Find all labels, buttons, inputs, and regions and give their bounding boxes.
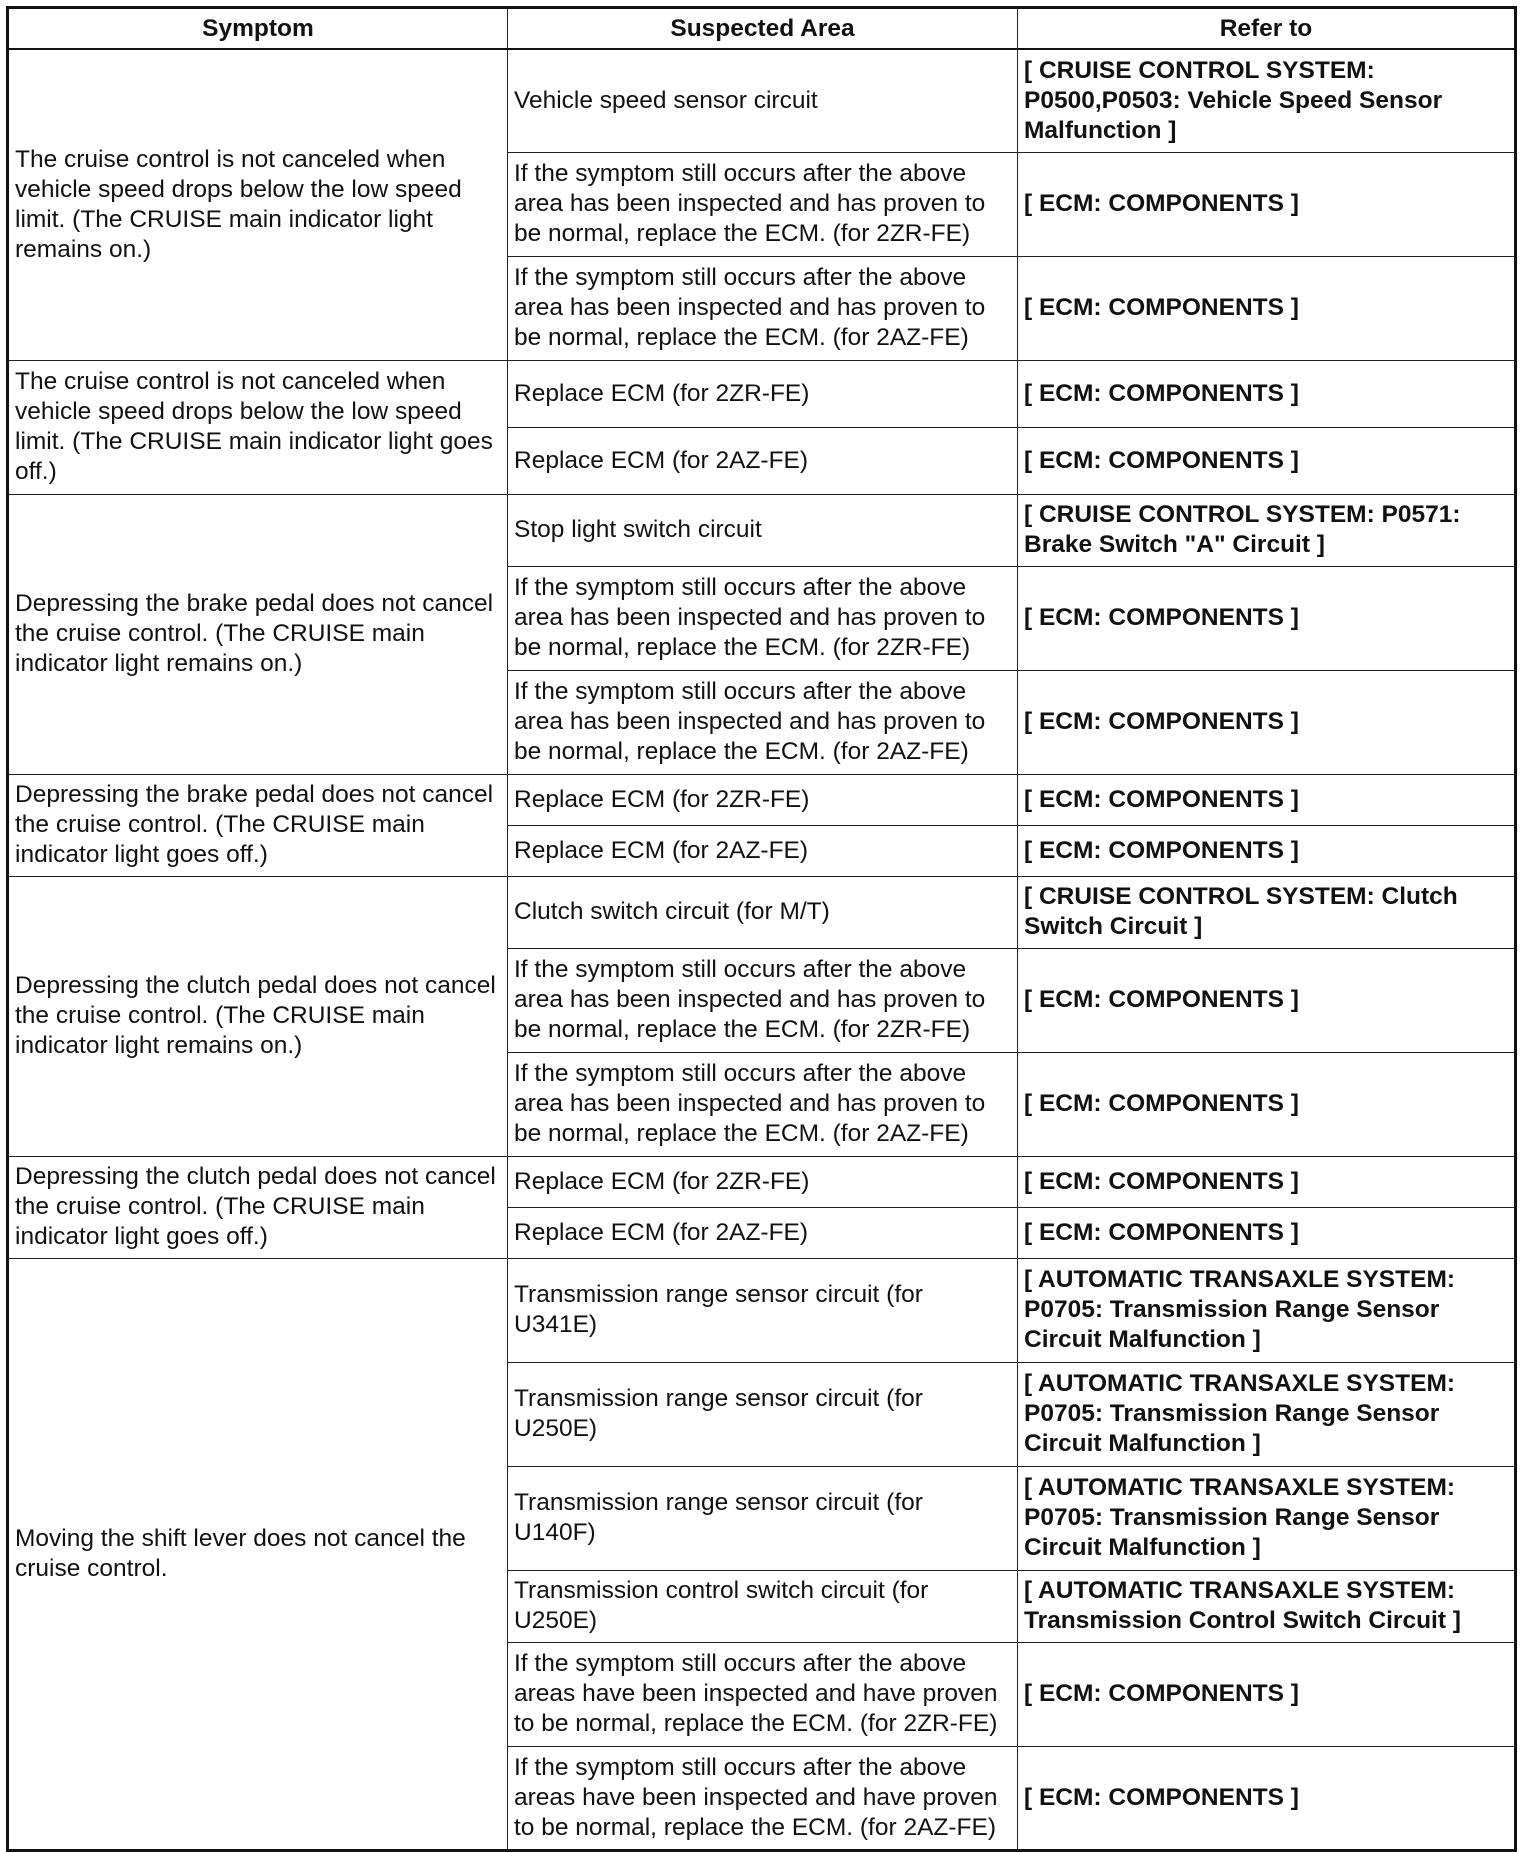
symptom-cell: Depressing the clutch pedal does not cancel the cruise control. (The CRUISE main indicator light goes off.) [8, 1156, 508, 1258]
refer-to-link[interactable]: [ ECM: COMPONENTS ] [1018, 825, 1516, 876]
refer-to-link[interactable]: [ ECM: COMPONENTS ] [1018, 948, 1516, 1052]
table-row [8, 494, 1516, 566]
suspected-area-cell: If the symptom still occurs after the above areas have been inspected and have proven to be normal, replace the ECM. (for 2ZR-FE) [508, 1642, 1018, 1746]
refer-to-link[interactable]: [ AUTOMATIC TRANSAXLE SYSTEM: P0705: Transmission Range Sensor Circuit Malfunction ] [1018, 1362, 1516, 1466]
table-row [8, 1258, 1516, 1362]
suspected-area-cell: If the symptom still occurs after the above areas have been inspected and have proven to be normal, replace the ECM. (for 2AZ-FE) [508, 1746, 1018, 1850]
table-row [8, 774, 1516, 825]
refer-to-link[interactable]: [ CRUISE CONTROL SYSTEM: P0571: Brake Switch "A" Circuit ] [1018, 494, 1516, 566]
suspected-area-cell: Replace ECM (for 2ZR-FE) [508, 360, 1018, 427]
troubleshooting-table-container [6, 6, 1514, 1852]
suspected-area-cell: Replace ECM (for 2AZ-FE) [508, 1207, 1018, 1258]
symptom-cell: Depressing the clutch pedal does not cancel the cruise control. (The CRUISE main indicator light remains on.) [8, 876, 508, 1156]
refer-to-link[interactable]: [ ECM: COMPONENTS ] [1018, 256, 1516, 360]
refer-to-link[interactable]: [ ECM: COMPONENTS ] [1018, 1746, 1516, 1850]
table-row [8, 1156, 1516, 1207]
suspected-area-cell: Transmission range sensor circuit (for U341E) [508, 1258, 1018, 1362]
refer-to-link[interactable]: [ CRUISE CONTROL SYSTEM: P0500,P0503: Vehicle Speed Sensor Malfunction ] [1018, 49, 1516, 152]
refer-to-link[interactable]: [ ECM: COMPONENTS ] [1018, 566, 1516, 670]
suspected-area-cell: If the symptom still occurs after the above area has been inspected and has proven to be normal, replace the ECM. (for 2ZR-FE) [508, 948, 1018, 1052]
suspected-area-cell: If the symptom still occurs after the above area has been inspected and has proven to be normal, replace the ECM. (for 2AZ-FE) [508, 256, 1018, 360]
refer-to-link[interactable]: [ ECM: COMPONENTS ] [1018, 1156, 1516, 1207]
refer-to-link[interactable]: [ ECM: COMPONENTS ] [1018, 670, 1516, 774]
suspected-area-cell: If the symptom still occurs after the above area has been inspected and has proven to be normal, replace the ECM. (for 2ZR-FE) [508, 152, 1018, 256]
suspected-area-cell: Clutch switch circuit (for M/T) [508, 876, 1018, 948]
suspected-area-cell: Transmission control switch circuit (for U250E) [508, 1570, 1018, 1642]
suspected-area-cell: Transmission range sensor circuit (for U250E) [508, 1362, 1018, 1466]
symptom-cell: Depressing the brake pedal does not cancel the cruise control. (The CRUISE main indicator light goes off.) [8, 774, 508, 876]
suspected-area-cell: If the symptom still occurs after the above area has been inspected and has proven to be normal, replace the ECM. (for 2AZ-FE) [508, 670, 1018, 774]
troubleshooting-table [6, 6, 1517, 1852]
symptom-cell: Depressing the brake pedal does not cancel the cruise control. (The CRUISE main indicator light remains on.) [8, 494, 508, 774]
suspected-area-cell: If the symptom still occurs after the above area has been inspected and has proven to be normal, replace the ECM. (for 2ZR-FE) [508, 566, 1018, 670]
refer-to-link[interactable]: [ AUTOMATIC TRANSAXLE SYSTEM: P0705: Transmission Range Sensor Circuit Malfunction ] [1018, 1258, 1516, 1362]
header-suspected-area: Suspected Area [508, 8, 1018, 50]
symptom-cell: The cruise control is not canceled when vehicle speed drops below the low speed limit. (The CRUISE main indicator light remains on.) [8, 49, 508, 360]
table-row [8, 876, 1516, 948]
symptom-cell: The cruise control is not canceled when vehicle speed drops below the low speed limit. (The CRUISE main indicator light goes off.) [8, 360, 508, 494]
suspected-area-cell: Replace ECM (for 2AZ-FE) [508, 825, 1018, 876]
refer-to-link[interactable]: [ ECM: COMPONENTS ] [1018, 360, 1516, 427]
refer-to-link[interactable]: [ ECM: COMPONENTS ] [1018, 774, 1516, 825]
refer-to-link[interactable]: [ ECM: COMPONENTS ] [1018, 1642, 1516, 1746]
header-refer-to: Refer to [1018, 8, 1516, 50]
header-row [8, 8, 1516, 50]
suspected-area-cell: Replace ECM (for 2AZ-FE) [508, 427, 1018, 494]
refer-to-link[interactable]: [ ECM: COMPONENTS ] [1018, 427, 1516, 494]
suspected-area-cell: If the symptom still occurs after the above area has been inspected and has proven to be normal, replace the ECM. (for 2AZ-FE) [508, 1052, 1018, 1156]
refer-to-link[interactable]: [ CRUISE CONTROL SYSTEM: Clutch Switch Circuit ] [1018, 876, 1516, 948]
symptom-cell: Moving the shift lever does not cancel the cruise control. [8, 1258, 508, 1850]
table-row [8, 360, 1516, 427]
suspected-area-cell: Replace ECM (for 2ZR-FE) [508, 774, 1018, 825]
suspected-area-cell: Transmission range sensor circuit (for U140F) [508, 1466, 1018, 1570]
refer-to-link[interactable]: [ AUTOMATIC TRANSAXLE SYSTEM: P0705: Transmission Range Sensor Circuit Malfunction ] [1018, 1466, 1516, 1570]
refer-to-link[interactable]: [ ECM: COMPONENTS ] [1018, 1207, 1516, 1258]
refer-to-link[interactable]: [ AUTOMATIC TRANSAXLE SYSTEM: Transmission Control Switch Circuit ] [1018, 1570, 1516, 1642]
refer-to-link[interactable]: [ ECM: COMPONENTS ] [1018, 152, 1516, 256]
header-symptom: Symptom [8, 8, 508, 50]
suspected-area-cell: Vehicle speed sensor circuit [508, 49, 1018, 152]
suspected-area-cell: Replace ECM (for 2ZR-FE) [508, 1156, 1018, 1207]
refer-to-link[interactable]: [ ECM: COMPONENTS ] [1018, 1052, 1516, 1156]
suspected-area-cell: Stop light switch circuit [508, 494, 1018, 566]
table-row [8, 49, 1516, 152]
